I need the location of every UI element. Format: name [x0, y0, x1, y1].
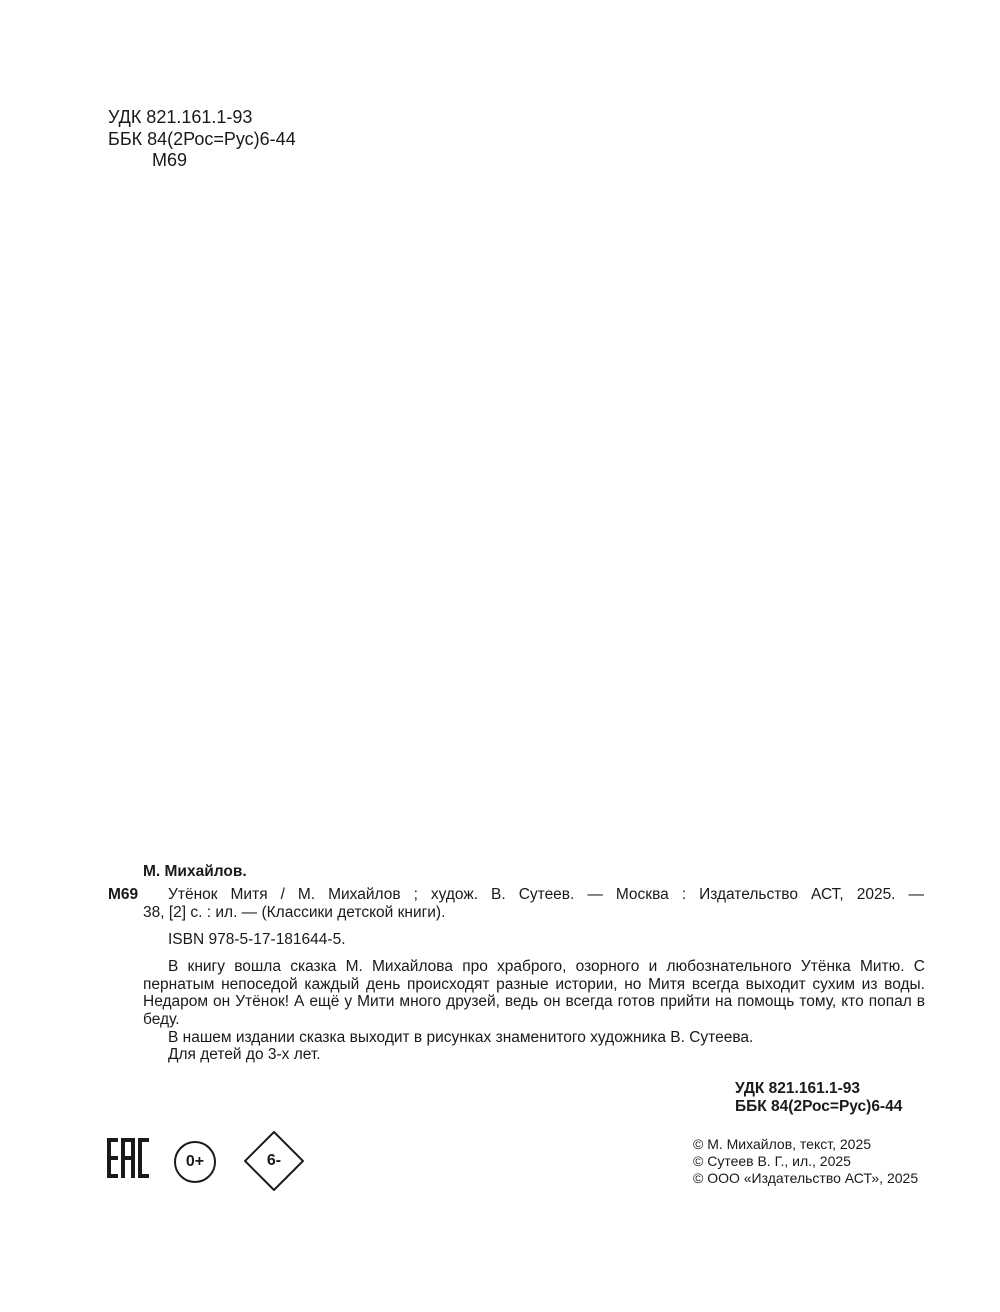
udk-bottom: УДК 821.161.1-93: [735, 1080, 861, 1097]
edition-note: В нашем издании сказка выходит в рисунках знаменитого художника В. Сутеева.: [168, 1029, 754, 1046]
isbn: ISBN 978-5-17-181644-5.: [168, 931, 346, 948]
copyright-line-2: © Сутеев В. Г., ил., 2025: [693, 1153, 851, 1169]
age-diamond-badge: [244, 1131, 304, 1191]
bbk-top: ББК 84(2Рос=Рус)6-44: [108, 129, 296, 149]
age-rating-badge: [174, 1141, 216, 1183]
annotation: В книгу вошла сказка М. Михайлова про храброго, озорного и любознательного Утёнка Митю. С пернатым непоседой каждый день происходят разные истории, но Митя всегда выходит сухим из воды. Недаром он Утёнок! А ещё у Мити много друзей, ведь он всегда готов прийти на помощь тому, кто попал в беду.: [143, 958, 925, 1028]
copyright-line-3: © ООО «Издательство АСТ», 2025: [693, 1170, 919, 1186]
age-rating-text: 0+: [185, 1153, 205, 1170]
author-mark-top: М69: [152, 150, 188, 170]
description-line-1: Утёнок Митя / М. Михайлов ; худож. В. Сутеев. — Москва : Издательство АСТ, 2025. —: [168, 886, 924, 903]
bbk-bottom: ББК 84(2Рос=Рус)6-44: [735, 1098, 903, 1115]
author-mark-card: М69: [108, 886, 139, 903]
copyright-line-1: © М. Михайлов, текст, 2025: [693, 1136, 872, 1152]
age-diamond-text: 6-: [266, 1152, 282, 1169]
udk-top: УДК 821.161.1-93: [108, 107, 253, 127]
author-heading: М. Михайлов.: [143, 863, 247, 880]
age-note: Для детей до 3-х лет.: [168, 1046, 321, 1063]
eac-mark-icon: [106, 1136, 150, 1180]
description-line-2: 38, [2] с. : ил. — (Классики детской книги).: [143, 904, 446, 921]
